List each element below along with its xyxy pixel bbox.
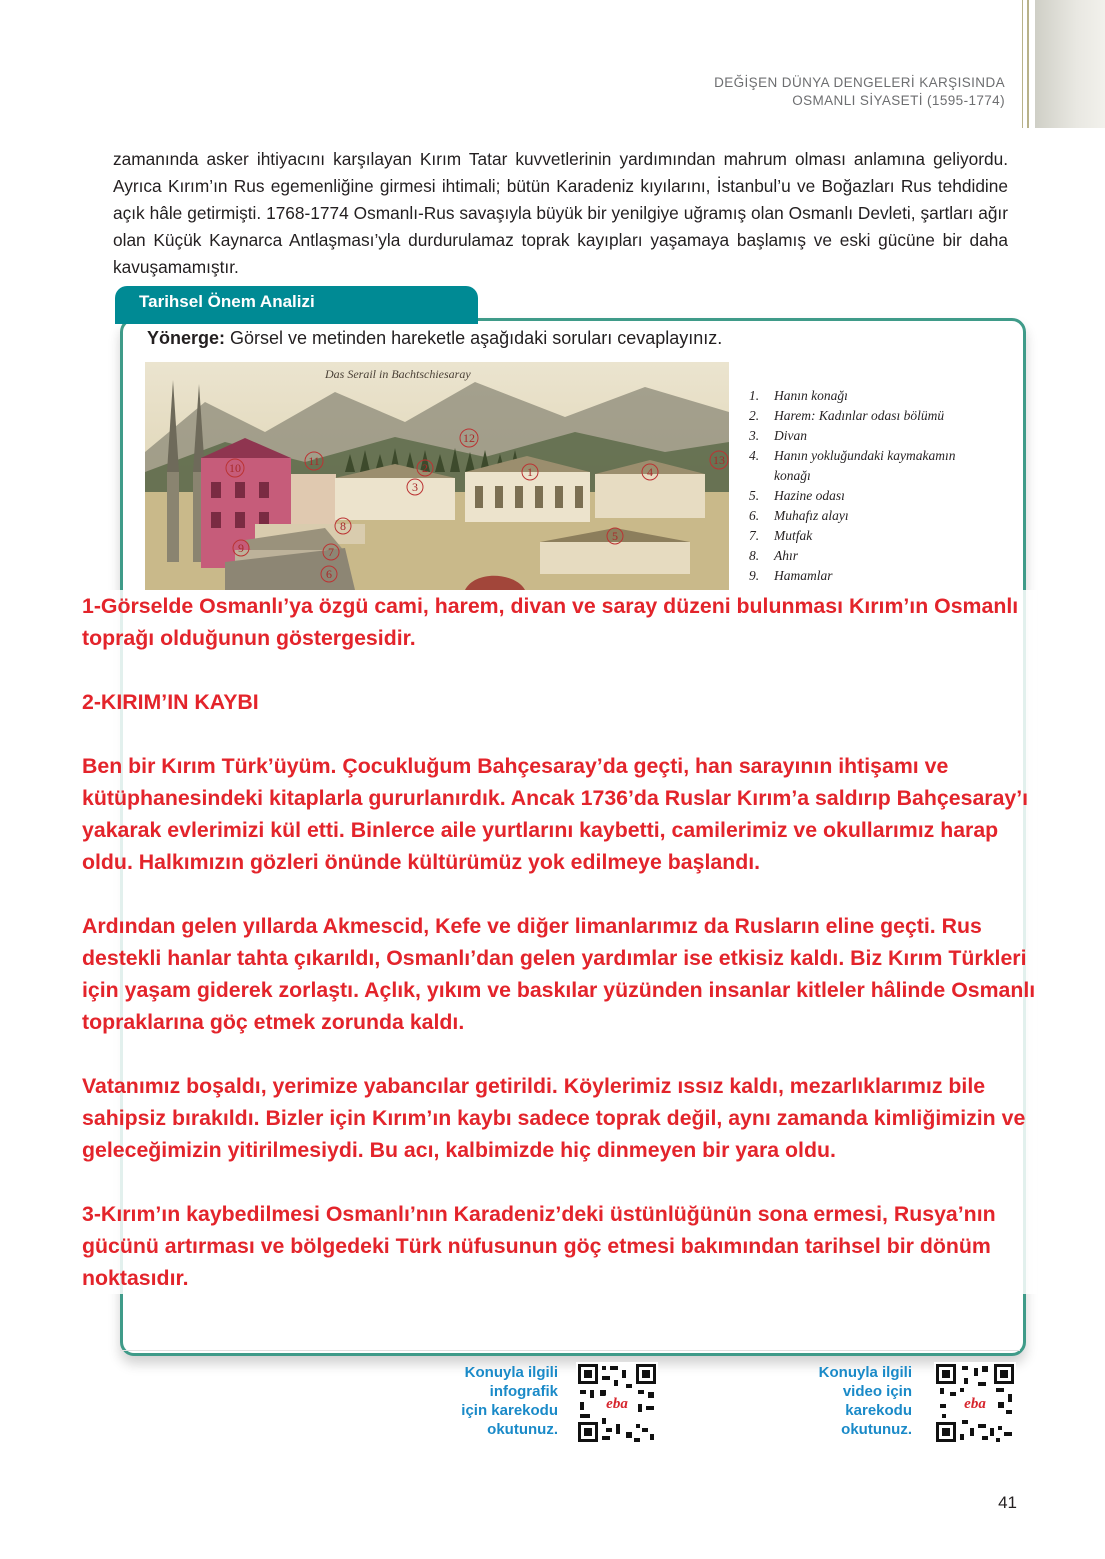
corner-tab bbox=[1035, 0, 1105, 128]
legend-item: 9. Hamamlar bbox=[749, 568, 833, 583]
painting-marker-12: 12 bbox=[463, 431, 475, 445]
painting-illustration bbox=[145, 362, 729, 590]
chapter-header-line2: OSMANLI SİYASETİ (1595-1774) bbox=[792, 93, 1005, 108]
painting-marker-8: 8 bbox=[340, 519, 346, 533]
instruction bbox=[147, 328, 722, 349]
answer-2-paragraph-1: Ben bir Kırım Türk’üyüm. Çocukluğum Bahçesaray’da geçti, han sarayının ihtişamı ve kütüphanesindeki kitaplarla gururlanırdık. Ancak 1736’da Ruslar Kırım’a saldırıp Bahçesaray’ı yakarak evlerimizi kül etti. Binlerce aile yurtlarını kaybetti, camilerimiz ve okullarımız harap oldu. Halkımızın gözleri önünde kültürümüz yok edilmeye başlandı. bbox=[82, 754, 1029, 874]
qr-infographic-caption: Konuyla ilgili infografik için karekodu okutunuz. bbox=[461, 1364, 558, 1438]
historical-painting bbox=[145, 362, 729, 590]
corner-rule bbox=[1022, 0, 1023, 128]
eba-logo: eba bbox=[964, 1396, 986, 1412]
painting-marker-13: 13 bbox=[713, 453, 725, 467]
answer-1: 1-Görselde Osmanlı’ya özgü cami, harem, divan ve saray düzeni bulunması Kırım’ın Osmanlı toprağı olduğunun göstergesidir. bbox=[82, 594, 1019, 650]
qr-code-video[interactable] bbox=[934, 1362, 1016, 1444]
painting-marker-7: 7 bbox=[328, 545, 334, 559]
answer-2-paragraph-2: Ardından gelen yıllarda Akmescid, Kefe ve diğer limanlarımız da Rusların eline geçti. Rus destekli hanlar tahta çıkarıldı, Osmanlı’dan gelen yardımlar ise etkisiz kaldı. Biz Kırım Türkleri için yaşam giderek zorlaştı. Açlık, yıkım ve baskılar yüzünden insanlar kitleler hâlinde Osmanlı topraklarına göç etmek zorunda kaldı. bbox=[82, 914, 1036, 1034]
instruction-text: Görsel ve metinden hareketle aşağıdaki soruları cevaplayınız. bbox=[225, 328, 723, 348]
divider bbox=[120, 1350, 1020, 1351]
painting-marker-10: 10 bbox=[229, 461, 241, 475]
student-answers bbox=[82, 590, 1037, 1294]
section-title: Tarihsel Önem Analizi bbox=[115, 286, 478, 324]
legend-item: 5. Hazine odası bbox=[749, 488, 845, 503]
painting-legend bbox=[749, 386, 1014, 586]
legend-item: 7. Mutfak bbox=[749, 528, 813, 543]
painting-marker-2: 2 bbox=[422, 461, 428, 475]
painting-marker-9: 9 bbox=[238, 541, 244, 555]
painting-marker-3: 3 bbox=[412, 480, 418, 494]
chapter-header-line1: DEĞİŞEN DÜNYA DENGELERİ KARŞISINDA bbox=[714, 75, 1005, 90]
painting-marker-6: 6 bbox=[326, 567, 332, 581]
legend-item: 8. Ahır bbox=[749, 548, 799, 563]
corner-rule bbox=[1027, 0, 1029, 128]
chapter-header bbox=[714, 74, 1005, 110]
answer-2-title: 2-KIRIM’IN KAYBI bbox=[82, 690, 259, 714]
answer-3: 3-Kırım’ın kaybedilmesi Osmanlı’nın Karadeniz’deki üstünlüğünün sona ermesi, Rusya’nın gücünü artırması ve bölgedeki Türk nüfusunun göç etmesi bakımından tarihsel bir dönüm noktasıdır. bbox=[82, 1202, 996, 1290]
painting-caption: Das Serail in Bachtschiesaray bbox=[325, 367, 471, 381]
painting-marker-1: 1 bbox=[527, 465, 533, 479]
legend-item: 3. Divan bbox=[749, 428, 807, 443]
painting-marker-5: 5 bbox=[612, 529, 618, 543]
qr-video-caption: Konuyla ilgili video için karekodu okutunuz. bbox=[818, 1364, 912, 1438]
eba-logo: eba bbox=[606, 1396, 628, 1412]
qr-code-infographic[interactable] bbox=[576, 1362, 658, 1444]
legend-item: 6. Muhafız alayı bbox=[749, 508, 849, 523]
legend-item: 2. Harem: Kadınlar odası bölümü bbox=[749, 408, 945, 423]
instruction-label: Yönerge: bbox=[147, 328, 226, 348]
legend-item: 1. Hanın konağı bbox=[749, 388, 848, 403]
intro-paragraph: zamanında asker ihtiyacını karşılayan Kırım Tatar kuvvetlerinin yardımından mahrum olması anlamına geliyordu. Ayrıca Kırım’ın Rus egemenliğine girmesi ihtimali; bütün Karadeniz kıyılarını, İstanbul’u ve Boğazları Rus tehdidine açık hâle getirmişti. 1768-1774 Osmanlı-Rus savaşıyla büyük bir yenilgiye uğramış olan Osmanlı Devleti, şartları ağır olan Küçük Kaynarca Antlaşması’yla durdurulamaz toprak kayıpları yaşamaya başlamış ve eski gücüne bir daha kavuşamamıştır. bbox=[113, 149, 1008, 277]
painting-marker-11: 11 bbox=[308, 454, 320, 468]
answer-2-paragraph-3: Vatanımız boşaldı, yerimize yabancılar getirildi. Köylerimiz ıssız kaldı, mezarlıklarımız bile sahipsiz bırakıldı. Bizler için Kırım’ın kaybı sadece toprak değil, aynı zamanda kimliğimizin ve geleceğimizin yitirilmesiydi. Bu acı, kalbimizde hiç dinmeyen bir yara oldu. bbox=[82, 1074, 1026, 1162]
page-number: 41 bbox=[998, 1493, 1017, 1512]
legend-item: 4. Hanın yokluğundaki kaymakamın konağı bbox=[749, 448, 956, 483]
painting-marker-4: 4 bbox=[647, 465, 653, 479]
